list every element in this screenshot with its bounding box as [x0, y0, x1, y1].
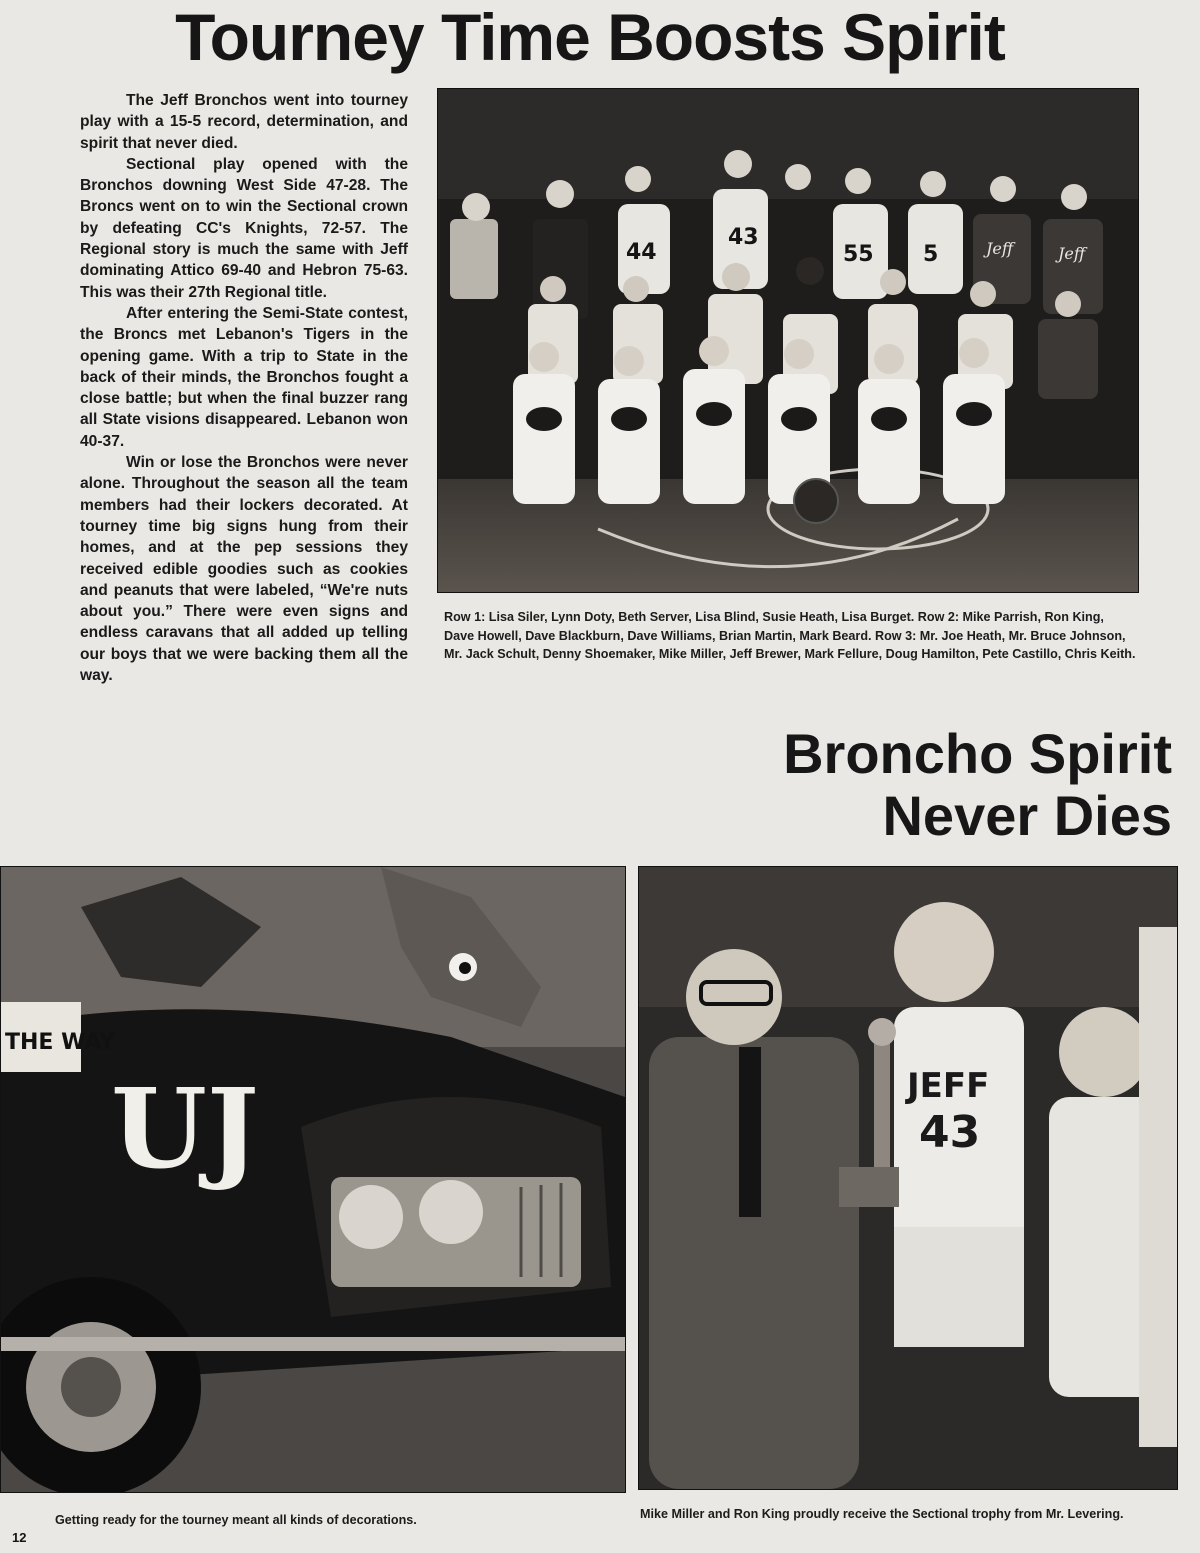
jersey-number: 43 [919, 1107, 981, 1158]
article-paragraph: The Jeff Bronchos went into tourney play with a 15-5 record, determination, and spirit that never died. [80, 92, 408, 152]
article-paragraph: Win or lose the Bronchos were never alone. Throughout the season all the team members had their lockers decorated. At tourney time big signs hung from their homes, and at the pep sessions they received edible goodies such as cookies and peanuts that were labeled, “We're nuts about you.” There were even signs and endless caravans that all added up telling our boys that we were backing them all the way. [80, 454, 408, 685]
trophy-photo [638, 866, 1178, 1490]
jersey-number: 43 [728, 225, 759, 250]
car-photo-art [1, 867, 625, 1492]
car-logo-text: UJ [111, 1064, 259, 1193]
article-paragraph: After entering the Semi-State contest, the Broncs met Lebanon's Tigers in the opening game. With a trip to State in the back of their minds, the Bronchos fought a close battle; but when the final buzzer rang all State visions disappeared. Lebanon won 40-37. [80, 304, 408, 450]
trophy-photo-caption: Mike Miller and Ron King proudly receive the Sectional trophy from Mr. Levering. [640, 1507, 1124, 1521]
trophy-photo-art [639, 867, 1177, 1489]
basketball-icon [794, 479, 838, 523]
car-photo [0, 866, 626, 1493]
jersey-lettering: JEFF [907, 1066, 990, 1106]
team-photo-caption: Row 1: Lisa Siler, Lynn Doty, Beth Server, Lisa Blind, Susie Heath, Lisa Burget. Row 2: Mike Parrish, Ron King, Dave Howell, Dave Blackburn, Dave Williams, Brian Martin, Mark Beard. Row 3: Mr. Joe Heath, Mr. Bruce Johnson, Mr. Jack Schult, Denny Shoemaker, Mike Miller, Jeff Brewer, Mark Fellure, Doug Hamilton, Pete Castillo, Chris Keith. [444, 610, 1136, 661]
page-title: Tourney Time Boosts Spirit [175, 0, 1005, 74]
jersey-number: 5 [923, 242, 939, 267]
jersey-number: 44 [626, 240, 657, 265]
car-photo-caption: Getting ready for the tourney meant all kinds of decorations. [55, 1513, 417, 1527]
page-number: 12 [12, 1530, 27, 1545]
subheadline-line: Broncho Spirit [783, 722, 1172, 785]
shirt-lettering: Jeff [986, 239, 1014, 258]
article-paragraph: Sectional play opened with the Bronchos downing West Side 47-28. The Broncs went on to win the Sectional crown by defeating CC's Knights, 72-57. The Regional story is much the same with Jeff dominating Attico 69-40 and Hebron 75-63. This was their 27th Regional title. [80, 155, 408, 301]
article-body [80, 90, 408, 686]
subheadline [612, 723, 1172, 847]
jersey-number: 55 [843, 242, 874, 267]
team-photo-art [438, 89, 1138, 592]
subheadline-line: Never Dies [882, 784, 1172, 847]
car-sign-text: THE WAY [5, 1030, 116, 1055]
shirt-lettering: Jeff [1058, 244, 1086, 263]
team-photo [437, 88, 1139, 593]
